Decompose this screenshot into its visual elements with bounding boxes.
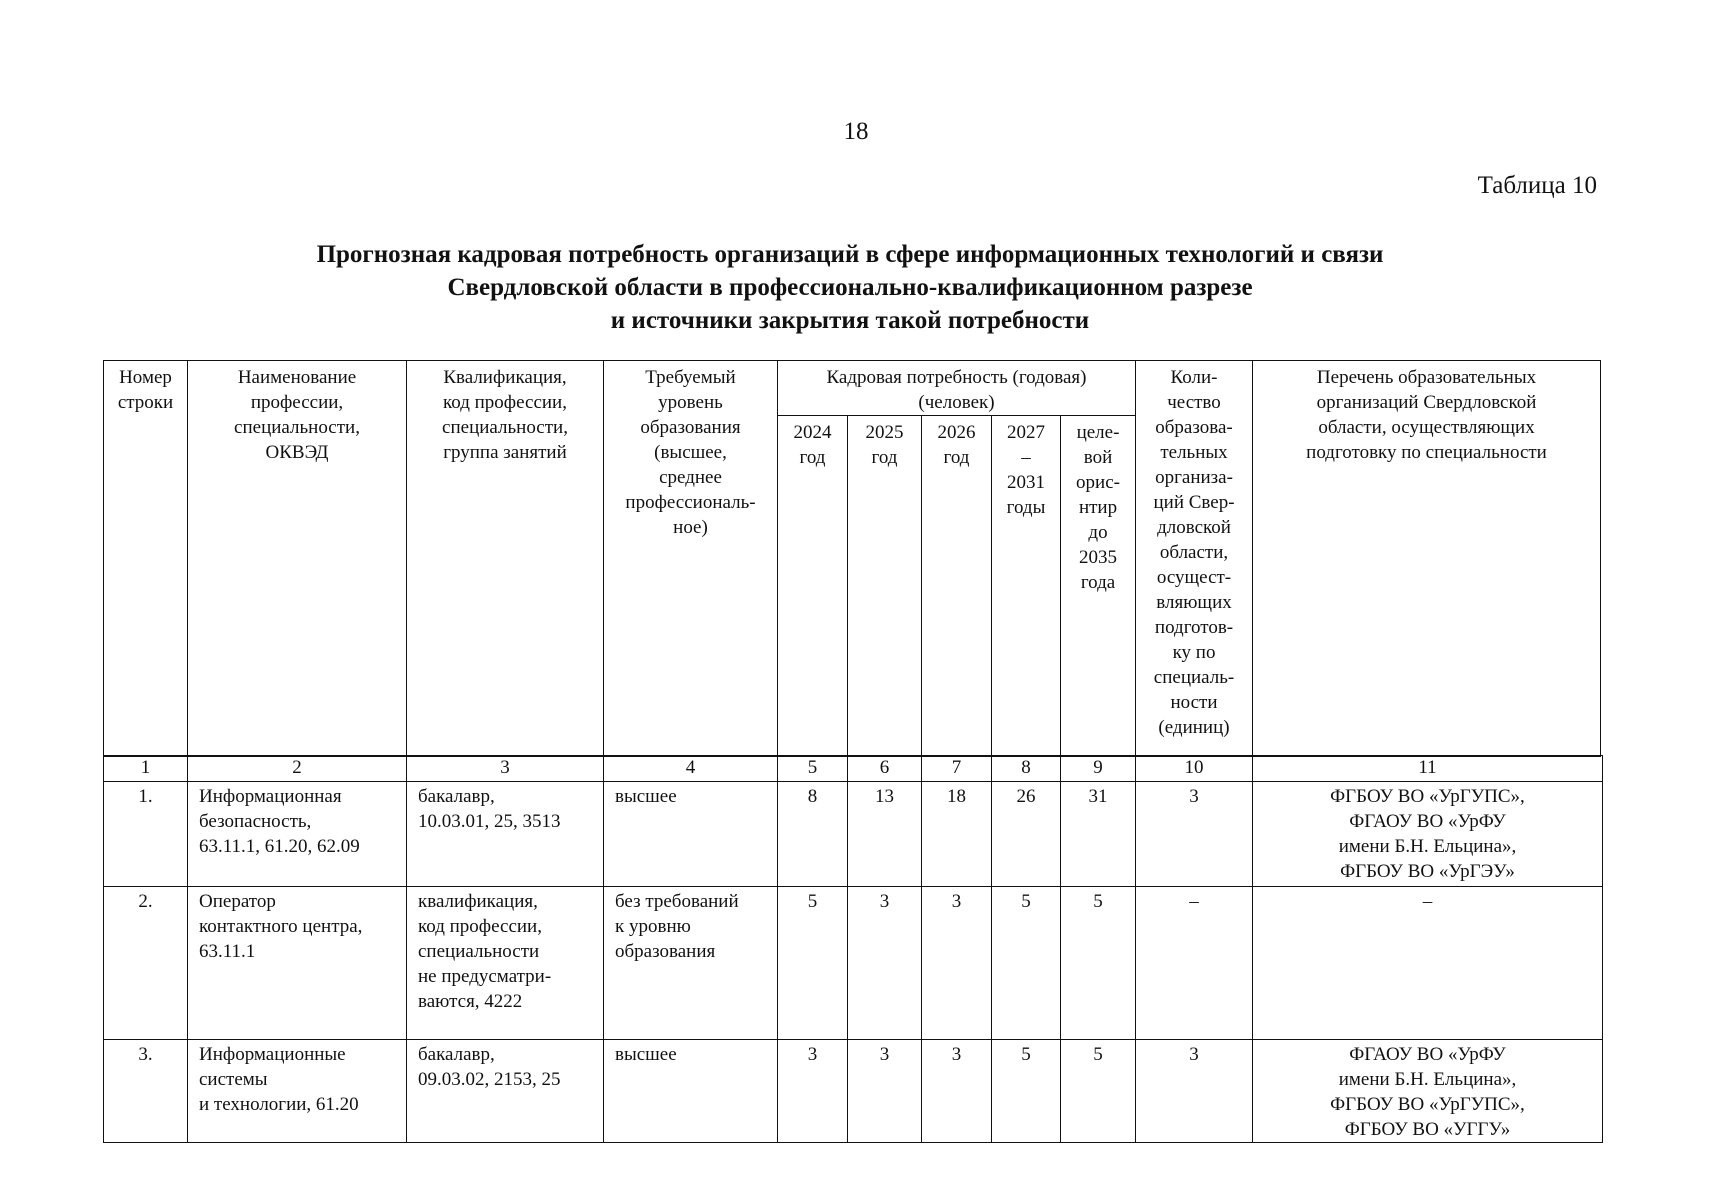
cell-line: имени Б.Н. Ельцина», xyxy=(1338,836,1517,857)
cell-line: среднее xyxy=(659,467,722,488)
cell-line: (человек) xyxy=(918,392,995,413)
need-target-2035: 5 xyxy=(1061,1040,1136,1143)
column-number: 5 xyxy=(778,756,848,782)
header-row-number xyxy=(104,361,188,757)
cell-line: системы xyxy=(199,1069,268,1090)
cell-line: ности xyxy=(1170,692,1218,713)
cell-line: безопасность, xyxy=(199,811,312,832)
cell-line: образования xyxy=(640,417,741,438)
cell-line: ваются, 4222 xyxy=(418,991,523,1012)
cell-line: Перечень образовательных xyxy=(1316,367,1537,388)
cell-line: код профессии, xyxy=(418,916,542,937)
cell-line: год xyxy=(943,447,970,468)
qualification xyxy=(407,782,604,887)
title-line: и источники закрытия такой потребности xyxy=(610,307,1090,334)
need-2025: 3 xyxy=(848,887,922,1040)
cell-line: подготов- xyxy=(1154,617,1234,638)
need-target-2035: 31 xyxy=(1061,782,1136,887)
need-2026: 3 xyxy=(922,1040,992,1143)
cell-line: Оператор xyxy=(199,891,276,912)
table-header xyxy=(103,360,1601,757)
cell-line: Наименование xyxy=(237,367,357,388)
cell-line: квалификация, xyxy=(418,891,538,912)
cell-line: бакалавр, xyxy=(418,1044,495,1065)
cell-line: и технологии, 61.20 xyxy=(199,1094,359,1115)
column-number: 4 xyxy=(604,756,778,782)
cell-line: орис- xyxy=(1076,472,1120,493)
org-list xyxy=(1253,1040,1603,1143)
header-education-level xyxy=(604,361,778,757)
cell-line: ку по xyxy=(1172,642,1216,663)
cell-line: группа занятий xyxy=(443,442,567,463)
cell-line: Информационная xyxy=(199,786,342,807)
profession-name xyxy=(188,782,407,887)
cell-line: ФГБОУ ВО «УГГУ» xyxy=(1344,1119,1511,1140)
need-2024: 8 xyxy=(778,782,848,887)
cell-line: ОКВЭД xyxy=(265,442,329,463)
cell-line: (единиц) xyxy=(1158,717,1230,738)
cell-line: годы xyxy=(1006,497,1046,518)
cell-line: ФГБОУ ВО «УрГУПС», xyxy=(1330,1094,1525,1115)
cell-line: ФГБОУ ВО «УрГУПС», xyxy=(1330,786,1525,807)
table-body xyxy=(103,755,1603,1143)
need-2027-2031: 5 xyxy=(992,887,1061,1040)
cell-line: Кадровая потребность (годовая) xyxy=(826,367,1087,388)
cell-line: к уровню xyxy=(615,916,691,937)
cell-line: 2026 xyxy=(937,422,976,443)
cell-line: – xyxy=(1021,447,1031,468)
cell-line: 2025 xyxy=(865,422,904,443)
org-list xyxy=(1253,782,1603,887)
need-2027-2031: 5 xyxy=(992,1040,1061,1143)
header-staffing-need xyxy=(778,361,1136,416)
cell-line: специальности, xyxy=(442,417,568,438)
cell-line: Коли- xyxy=(1170,367,1218,388)
need-target-2035: 5 xyxy=(1061,887,1136,1040)
qualification xyxy=(407,1040,604,1143)
cell-line: года xyxy=(1080,572,1116,593)
cell-line: бакалавр, xyxy=(418,786,495,807)
cell-line: до xyxy=(1088,522,1108,543)
cell-line: целе- xyxy=(1076,422,1120,443)
cell-line: Требуемый xyxy=(645,367,736,388)
org-list xyxy=(1253,887,1603,1040)
column-number: 8 xyxy=(992,756,1061,782)
page-number: 18 xyxy=(843,118,869,145)
title-line: Свердловской области в профессионально-квалификационном разрезе xyxy=(447,274,1253,301)
cell-line: вой xyxy=(1083,447,1113,468)
qualification xyxy=(407,887,604,1040)
org-count: – xyxy=(1136,887,1253,1040)
need-2026: 18 xyxy=(922,782,992,887)
header-org-count xyxy=(1136,361,1253,757)
cell-line: области, xyxy=(1159,542,1229,563)
column-number: 2 xyxy=(188,756,407,782)
column-number: 9 xyxy=(1061,756,1136,782)
cell-line: тельных xyxy=(1160,442,1228,463)
cell-line: образова- xyxy=(1155,417,1233,438)
cell-line: чество xyxy=(1167,392,1221,413)
column-numbers-row xyxy=(104,756,1603,782)
cell-line: дловской xyxy=(1157,517,1231,538)
table-row xyxy=(104,1040,1603,1143)
cell-line: подготовку по специальности xyxy=(1306,442,1547,463)
cell-line: вляющих xyxy=(1156,592,1232,613)
cell-line: специаль- xyxy=(1153,667,1235,688)
need-2027-2031: 26 xyxy=(992,782,1061,887)
header-org-list xyxy=(1253,361,1601,757)
header-qualification xyxy=(407,361,604,757)
table-label: Таблица 10 xyxy=(1477,172,1597,199)
cell-line: строки xyxy=(117,392,174,413)
column-number: 10 xyxy=(1136,756,1253,782)
cell-line: не предусматри- xyxy=(418,966,552,987)
header-year-2026 xyxy=(922,416,992,757)
cell-line: 2024 xyxy=(793,422,832,443)
cell-line: (высшее, xyxy=(654,442,727,463)
table-title xyxy=(180,238,1520,337)
profession-name xyxy=(188,1040,407,1143)
column-number: 1 xyxy=(104,756,188,782)
need-2025: 3 xyxy=(848,1040,922,1143)
cell-line: организаций Свердловской xyxy=(1316,392,1537,413)
cell-line: год xyxy=(871,447,898,468)
cell-line: код профессии, xyxy=(443,392,567,413)
cell-line: уровень xyxy=(658,392,723,413)
header-year-2024 xyxy=(778,416,848,757)
cell-line: профессиональ- xyxy=(625,492,756,513)
header-year-2025 xyxy=(848,416,922,757)
cell-line: ное) xyxy=(673,517,708,538)
cell-line: – xyxy=(1422,891,1433,912)
education-level xyxy=(604,782,778,887)
cell-line: высшее xyxy=(615,1044,677,1065)
org-count: 3 xyxy=(1136,1040,1253,1143)
education-level xyxy=(604,1040,778,1143)
title-line: Прогнозная кадровая потребность организаций в сфере информационных технологий и связи xyxy=(316,241,1384,268)
header-target-2035 xyxy=(1061,416,1136,757)
profession-name xyxy=(188,887,407,1040)
column-number: 6 xyxy=(848,756,922,782)
cell-line: Информационные xyxy=(199,1044,346,1065)
column-number: 7 xyxy=(922,756,992,782)
column-number: 3 xyxy=(407,756,604,782)
cell-line: 63.11.1 xyxy=(199,941,256,962)
cell-line: профессии, xyxy=(250,392,344,413)
cell-line: области, осуществляющих xyxy=(1318,417,1535,438)
cell-line: осущест- xyxy=(1156,567,1232,588)
cell-line: Номер xyxy=(119,367,172,388)
table-row xyxy=(104,887,1603,1040)
need-2024: 3 xyxy=(778,1040,848,1143)
cell-line: образования xyxy=(615,941,716,962)
cell-line: 2031 xyxy=(1007,472,1045,493)
cell-line: ФГБОУ ВО «УрГЭУ» xyxy=(1340,861,1515,882)
cell-line: Квалификация, xyxy=(443,367,567,388)
cell-line: 63.11.1, 61.20, 62.09 xyxy=(199,836,360,857)
org-count: 3 xyxy=(1136,782,1253,887)
need-2025: 13 xyxy=(848,782,922,887)
cell-line: ФГАОУ ВО «УрФУ xyxy=(1349,1044,1506,1065)
cell-line: год xyxy=(799,447,826,468)
header-profession-name xyxy=(188,361,407,757)
cell-line: ФГАОУ ВО «УрФУ xyxy=(1349,811,1506,832)
cell-line: организа- xyxy=(1155,467,1233,488)
cell-line: ций Свер- xyxy=(1153,492,1235,513)
row-number: 1. xyxy=(104,782,188,887)
column-number: 11 xyxy=(1253,756,1603,782)
cell-line: контактного центра, xyxy=(199,916,363,937)
cell-line: нтир xyxy=(1078,497,1118,518)
need-2026: 3 xyxy=(922,887,992,1040)
cell-line: без требований xyxy=(615,891,739,912)
cell-line: 2035 xyxy=(1079,547,1117,568)
cell-line: 09.03.02, 2153, 25 xyxy=(418,1069,561,1090)
table-row xyxy=(104,782,1603,887)
need-2024: 5 xyxy=(778,887,848,1040)
cell-line: специальности xyxy=(418,941,540,962)
header-year-2027-2031 xyxy=(992,416,1061,757)
row-number: 2. xyxy=(104,887,188,1040)
cell-line: высшее xyxy=(615,786,677,807)
cell-line: имени Б.Н. Ельцина», xyxy=(1338,1069,1517,1090)
row-number: 3. xyxy=(104,1040,188,1143)
cell-line: 2027 xyxy=(1007,422,1045,443)
cell-line: 10.03.01, 25, 3513 xyxy=(418,811,561,832)
education-level xyxy=(604,887,778,1040)
cell-line: специальности, xyxy=(234,417,360,438)
